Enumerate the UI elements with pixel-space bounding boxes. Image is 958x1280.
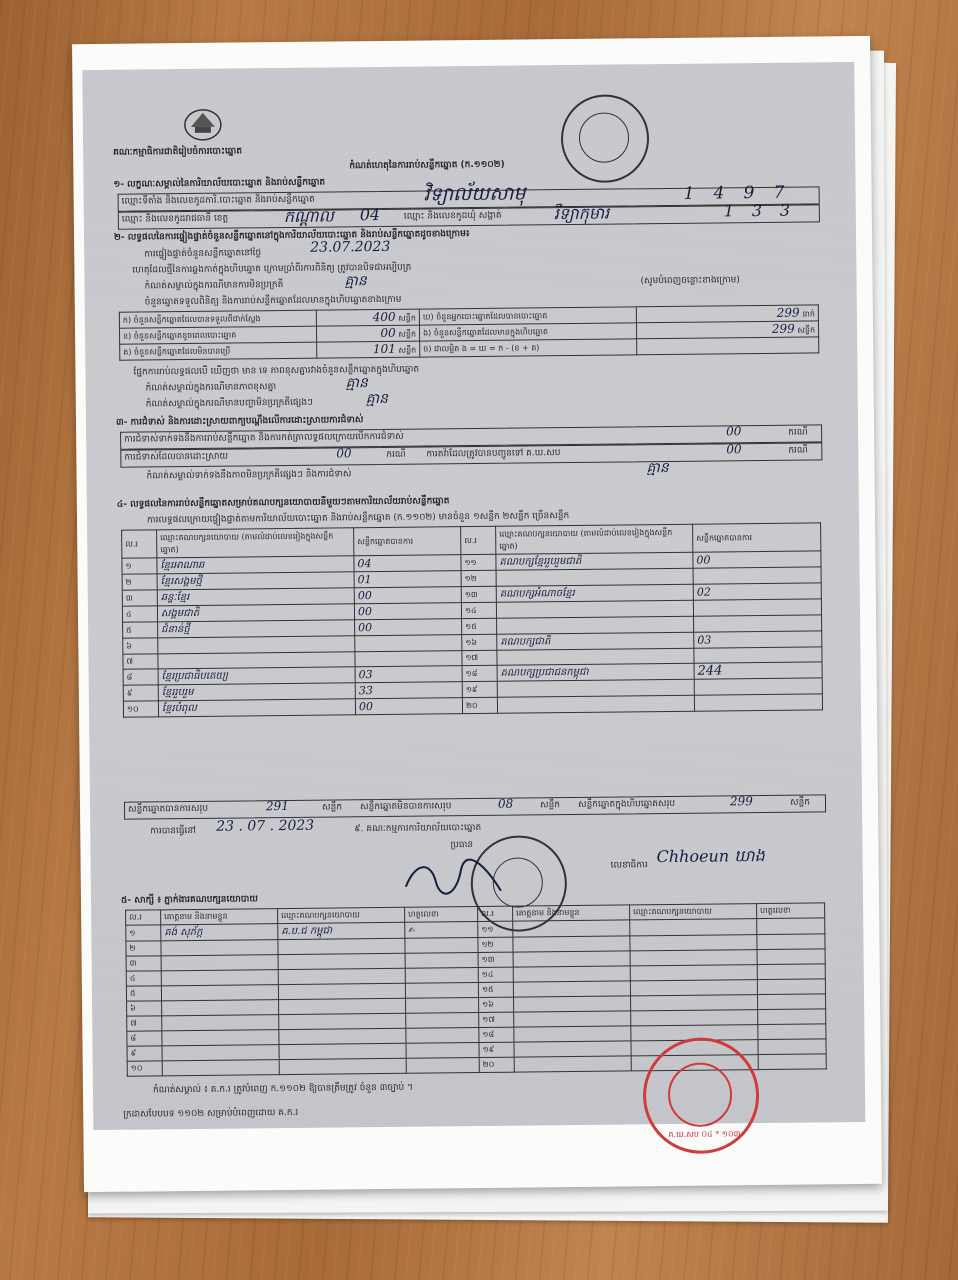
s5-empty xyxy=(514,1011,631,1027)
s5-no2: ១៤ xyxy=(478,967,513,982)
s5-no2: ១៣ xyxy=(478,952,513,967)
section-3-title: ៣- ការជំទាស់ និងការដោះស្រាយពាក្យបណ្ដឹងលើការដោះស្រាយការជំទាស់ xyxy=(115,415,364,428)
s5-empty xyxy=(514,996,631,1012)
s5-empty xyxy=(758,1024,826,1040)
s5-empty xyxy=(514,1056,631,1072)
s5-header: ឈ្មោះគណបក្សនយោបាយ xyxy=(278,907,405,923)
s4-void-unit: សន្លឹក xyxy=(539,800,561,811)
s2-row-runit: សន្លឹក xyxy=(797,325,816,335)
s5-sign xyxy=(405,968,478,984)
s5-party xyxy=(278,938,405,954)
s4-no2: ១៣ xyxy=(461,586,496,602)
s4-votes2 xyxy=(694,678,822,695)
s5-party xyxy=(279,1058,406,1074)
secretary-label: លេខាធិការ xyxy=(610,860,648,871)
s5-empty xyxy=(631,1010,758,1026)
s5-sign xyxy=(406,1043,479,1059)
s5-empty xyxy=(513,951,630,967)
code-digit: 9 xyxy=(743,183,755,204)
s5-header: ល.រ xyxy=(478,906,513,921)
s5-no2: ១២ xyxy=(478,937,513,952)
s4-votes xyxy=(354,587,461,604)
s4-no: ៣ xyxy=(122,590,157,606)
s4-votes2 xyxy=(693,551,821,568)
code-digit: 3 xyxy=(779,200,791,220)
s3-row2-mid: ការតវ៉ាដែលត្រូវបានបញ្ជូនទៅ គ.ឃ.សប xyxy=(426,448,561,460)
s5-name xyxy=(161,940,278,956)
s5-party xyxy=(278,968,405,984)
s5-sign xyxy=(405,983,478,999)
footer-form: ក្រដាសបែបបទ ១១០២ សម្រាប់បំពេញដោយ គ.ក.រ xyxy=(123,1107,299,1120)
s2-check-line: ផ្នែកការរាប់លទ្ធផលបើ ឃើញថា មាន ទេ ភាពខុសគ្នារវាងចំនួនសន្លឹកឆ្នោតក្នុងហិបឆ្នោត xyxy=(133,364,420,378)
s4-party2 xyxy=(497,695,694,713)
s5-name xyxy=(162,1045,279,1061)
s4-total-value: 291 xyxy=(265,798,289,814)
s5-header: ហត្ថលេខា xyxy=(757,903,825,919)
s5-no: ៣ xyxy=(126,956,161,971)
secretary-signature: Chhoeun ឃាង xyxy=(656,846,765,867)
s4-no2: ១៩ xyxy=(462,681,497,697)
s5-sign: ✍ xyxy=(405,922,478,939)
s5-no: ៧ xyxy=(127,1016,162,1031)
s4-votes2 xyxy=(694,694,822,711)
s5-empty xyxy=(758,1054,826,1070)
s5-no: ៦ xyxy=(127,1001,162,1016)
s1-row2-value: កណ្ដាល xyxy=(283,206,334,227)
s5-party xyxy=(279,1043,406,1059)
s5-no: ២ xyxy=(126,941,161,956)
s4-party2-text: គណបក្សខ្មែររួបរួមជាតិ xyxy=(499,555,582,568)
s4-party xyxy=(158,699,355,717)
s4-header: ល.រ xyxy=(122,530,157,558)
s2-row-value xyxy=(316,309,419,326)
s5-name xyxy=(161,970,278,986)
s5-no: ៩ xyxy=(127,1046,162,1061)
s2-row-value xyxy=(317,341,420,358)
s5-empty xyxy=(757,964,825,980)
s4-no2: ២០ xyxy=(462,697,497,713)
s4-header: សន្លឹកឆ្នោតបានការ xyxy=(354,527,461,556)
s4-party-text: ជំនាន់ថ្មី xyxy=(161,624,190,636)
s5-header: គោត្តនាម និងនាមខ្លួន xyxy=(161,909,278,925)
s4-votes-text: 04 xyxy=(357,557,372,571)
s4-header: ឈ្មោះគណបក្សនយោបាយ (តាមលំដាប់លេខរៀងក្នុងសន្លឹកឆ្នោត) xyxy=(157,528,354,558)
s3-note-value: គ្មាន xyxy=(646,459,669,477)
s4-votes2 xyxy=(693,599,821,616)
s5-empty xyxy=(757,918,825,935)
s4-votes2 xyxy=(693,583,821,600)
s5-header: ល.រ xyxy=(126,910,161,925)
s4-party-text: ខ្មែរសង្គមថ្មី xyxy=(160,575,202,588)
s4-no2: ១១ xyxy=(461,554,496,570)
s5-name xyxy=(162,1000,279,1016)
section-4-title: ៤- លទ្ធផលនៃការរាប់សន្លឹកឆ្នោតសម្រាប់គណបក្សនយោបាយនីមួយៗតាមការិយាល័យរាប់សន្លឹកឆ្នោត xyxy=(116,496,450,510)
s5-empty xyxy=(630,980,757,996)
s2-row-rlabel: ង) ចំនួនសន្លឹកឆ្នោតដែលមានក្នុងហិបឆ្នោត xyxy=(419,323,636,341)
s5-name xyxy=(162,1030,279,1046)
s5-header: ឈ្មោះគណបក្សនយោបាយ xyxy=(630,904,757,920)
s4-votes2 xyxy=(694,662,822,679)
s3-row2-value2: 00 xyxy=(726,442,742,457)
s2-row-label: ខ) ចំនួនសន្លឹកឆ្នោតខូចពេលបោះឆ្នោត xyxy=(119,326,316,344)
s2-date-label: ការផ្ទៀងផ្ទាត់ចំនួនសន្លឹកឆ្នោតនៅថ្ងៃ xyxy=(144,248,262,260)
s4-votes2-text: 244 xyxy=(697,663,723,679)
s4-votes xyxy=(355,666,462,683)
s3-row2-value: 00 xyxy=(336,446,352,461)
s4-votes xyxy=(355,698,462,715)
s2-inspect-label: កំណត់សម្គាល់ក្នុងករណីមានការមិនប្រក្រតី xyxy=(144,280,284,292)
s5-empty xyxy=(757,949,825,965)
s5-empty xyxy=(631,995,758,1011)
s4-no: ៤ xyxy=(122,606,157,622)
s5-header: ហត្ថលេខា xyxy=(405,907,478,923)
s4-party-text: ខ្មែររួបរួម xyxy=(161,686,194,699)
red-seal xyxy=(642,1037,759,1154)
s4-no2: ១៨ xyxy=(462,665,497,681)
s4-no: ៦ xyxy=(123,638,158,654)
s4-no: ២ xyxy=(122,574,157,590)
s2-sub-title: ចំនួនឆ្នោតទទួលពិនិត្យ និងការរាប់សន្លឹកឆ្នោតដែលមានក្នុងហិបឆ្នោតខាងក្រោម xyxy=(144,294,402,308)
s5-empty xyxy=(513,920,630,937)
s5-empty xyxy=(514,1026,631,1042)
s5-name xyxy=(162,1015,279,1031)
s5-name xyxy=(162,1060,279,1076)
code-digit: 1 xyxy=(683,183,695,204)
s5-no2: ១១ xyxy=(478,921,513,937)
s2-row-label: ក) ចំនួនសន្លឹកឆ្នោតដែលបានទទួលពីជាក់ស្ដែង xyxy=(119,310,316,328)
s2-row-label: គ) ចំនួនសន្លឹកឆ្នោតដែលមិនបានប្រើ xyxy=(120,342,317,360)
s5-name xyxy=(161,955,278,971)
s1-row2-code2 xyxy=(724,201,808,221)
s4-void-label: សន្លឹកឆ្នោតមិនបានការសរុប xyxy=(359,801,452,813)
s4-date-value: 23 . 07 . 2023 xyxy=(216,817,315,835)
s4-party-text: ឆន្ទៈខ្មែរ xyxy=(160,592,190,604)
form-title: កំណត់ហេតុនៃការរាប់សន្លឹកឆ្នោត (ក.១១០២) xyxy=(349,159,505,172)
s5-no2: ១៦ xyxy=(479,997,514,1012)
s2-row-rvalue-text: 299 xyxy=(771,321,795,336)
s4-party2-text: គណបក្សប្រជាជនកម្ពុជា xyxy=(500,666,589,679)
s5-no: ១០ xyxy=(127,1061,162,1076)
red-seal-inner xyxy=(668,1062,733,1127)
s2-inspect-note: (សូមបំពេញចន្លោះខាងក្រោម) xyxy=(640,275,740,287)
s2-date-value: 23.07.2023 xyxy=(310,238,391,256)
s4-votes2-text: 03 xyxy=(697,633,712,647)
s2-row-runit: នាក់ xyxy=(802,309,815,319)
s1-row2-mid: ឈ្មោះ និងលេខកូដឃុំ សង្កាត់ xyxy=(403,210,502,222)
president-label: ប្រធាន xyxy=(450,840,474,851)
s4-party2-text: គណបក្សអំណាចខ្មែរ xyxy=(499,587,575,600)
s4-party2-text: គណបក្សជាតិ xyxy=(500,636,551,648)
s1-row2-value2: រឺទ្យាកុមារ xyxy=(553,203,610,224)
s2-row-value-text: 400 xyxy=(372,309,396,325)
office-stamp xyxy=(561,94,650,183)
s2-row-rlabel: ឃ) ចំនួនអ្នកបោះឆ្នោតដែលបានបោះឆ្នោត xyxy=(419,307,636,325)
s4-no2: ១២ xyxy=(461,570,496,586)
s4-no: ១ xyxy=(122,558,157,574)
section-2-title: ២- លទ្ធផលនៃការផ្ទៀងផ្ទាត់ចំនួនសន្លឹកឆ្នោតនៅក្នុងការិយាល័យបោះឆ្នោត និងរាប់សន្លឹកឆ្នោតដូចខាងក្រោម៖ xyxy=(113,229,470,243)
photocopied-form xyxy=(82,62,865,1130)
s4-no2: ១៦ xyxy=(462,634,497,650)
s1-row2-label: ឈ្មោះ និងលេខកូដរាជធានី ខេត្ត xyxy=(121,213,229,225)
s3-row1-label: ការជំទាស់ទាក់ទងនឹងការរាប់សន្លឹកឆ្នោត និងការកត់ត្រាលទ្ធផលក្រោយបើកការជំទាស់ xyxy=(124,431,404,445)
s4-votes-text: 33 xyxy=(358,684,373,698)
s4-date-label: ការបានធ្វើនៅ xyxy=(150,825,197,837)
code-digit: 1 xyxy=(723,201,735,221)
s2-row-rlabel: ច) ជាលម្អិត ង = ឃ = ក - (ខ + គ) xyxy=(420,339,637,357)
s4-no2: ១៥ xyxy=(462,618,497,634)
s5-no2: ១៧ xyxy=(479,1012,514,1027)
s4-party-text: ខ្មែរបំពុល xyxy=(161,702,197,715)
s5-empty xyxy=(630,950,757,966)
s2-row-unit: សន្លឹក xyxy=(398,329,417,339)
red-seal-text: គ.ឃ.សប ០៤ * ១០៣ xyxy=(668,1129,741,1140)
s2-row-value xyxy=(316,325,419,342)
s5-empty xyxy=(758,1009,826,1025)
s4-no2: ១៧ xyxy=(462,650,497,665)
s5-sign xyxy=(406,998,479,1014)
s4-votes2 xyxy=(693,567,821,584)
s1-row1-label: ឈ្មោះទីតាំង និងលេខកូដការិ.បោះឆ្នោត និងរាប់សន្លឹកឆ្នោត xyxy=(121,194,315,207)
s4-votes-text: 00 xyxy=(358,621,373,635)
s5-empty xyxy=(513,981,630,997)
s2-note1-label: កំណត់សម្គាល់ក្នុងករណីមានភាពខុសគ្នា xyxy=(145,382,277,394)
s2-line-2: ហេតុដែលថ្មីនៃការឆ្លងកាត់ក្នុងហិបឆ្នោត ក្រោមប្រាំពីរការពិនិត្យ ត្រូវបានបិទជាអម្បិបត្រ xyxy=(132,262,412,276)
s4-votes-text: 00 xyxy=(357,605,373,619)
s4-votes-text: 03 xyxy=(358,668,373,682)
s4-results-table xyxy=(121,522,823,717)
s5-sign xyxy=(405,938,478,954)
president-signature xyxy=(401,856,512,907)
s4-votes xyxy=(355,651,462,667)
s2-count-table xyxy=(119,304,819,360)
s4-header: សន្លឹកឆ្នោតបានការ xyxy=(693,523,821,552)
s4-votes2 xyxy=(694,615,822,632)
s4-box-value: 299 xyxy=(729,794,753,809)
s5-empty xyxy=(630,919,757,936)
s5-party xyxy=(279,1013,406,1029)
s1-row1-value: វិទ្យាល័យសាមុ xyxy=(423,182,526,206)
s1-row2-code: 04 xyxy=(359,204,381,225)
s4-chair: ៩. គណៈកម្មការការិយាល័យបោះឆ្នោត xyxy=(354,822,482,835)
s5-name xyxy=(161,985,278,1001)
s3-row1-value: 00 xyxy=(726,424,742,439)
s5-name-text: គង់ សុភ័ក្ត xyxy=(164,926,203,939)
s5-empty xyxy=(758,994,826,1010)
footer-note: កំណត់សម្គាល់ ៖ គ.ក.រ ត្រូវបំពេញ ក.១១០២ ឱ្យបានត្រឹមត្រូវ ចំនួន ៣ច្បាប់ ។ xyxy=(152,1082,414,1096)
s5-sign xyxy=(406,1028,479,1044)
s5-no: ១ xyxy=(126,925,161,941)
s5-party xyxy=(279,998,406,1014)
s5-empty xyxy=(757,979,825,995)
s4-total-label: សន្លឹកឆ្នោតបានការសរុប xyxy=(127,803,209,815)
s4-no2: ១៤ xyxy=(461,602,496,618)
emblem-icon xyxy=(181,105,225,143)
s5-no2: ២០ xyxy=(479,1057,514,1072)
s2-row-rvalue xyxy=(636,305,818,323)
s2-row-value-text: 101 xyxy=(372,341,396,357)
s4-votes xyxy=(354,571,461,588)
s2-row-unit: សន្លឹក xyxy=(398,313,416,323)
s4-total-unit: សន្លឹក xyxy=(321,802,343,813)
s5-no: ៤ xyxy=(126,971,161,986)
s4-no: ៥ xyxy=(123,622,158,638)
s4-no: ៧ xyxy=(123,654,158,669)
s5-no: ៨ xyxy=(127,1031,162,1046)
s2-note1-value: គ្មាន xyxy=(345,375,368,392)
code-digit: 7 xyxy=(773,182,785,203)
s5-empty xyxy=(758,1039,826,1055)
s4-votes xyxy=(355,682,462,699)
s3-note-label: កំណត់សម្គាល់ទាក់ទងនឹងភាពមិនប្រក្រតីផ្សេងៗ និងការជំទាស់ xyxy=(146,469,352,482)
s2-note2-value: គ្មាន xyxy=(365,390,389,408)
s4-votes2-text: 00 xyxy=(696,553,711,567)
s4-votes2-text: 02 xyxy=(696,585,711,599)
s4-no: ៨ xyxy=(123,669,158,685)
s5-sign xyxy=(406,1058,479,1074)
s4-votes xyxy=(354,603,461,620)
s4-votes2 xyxy=(694,647,822,663)
code-digit: 3 xyxy=(751,200,763,221)
section-1-title: ១- លក្ខណៈសម្គាល់នៃការិយាល័យបោះឆ្នោត និងរាប់សន្លឹកឆ្នោត xyxy=(113,177,326,190)
s4-box-label: សន្លឹកឆ្នោតក្នុងហិបឆ្នោតសរុប xyxy=(577,798,676,810)
s5-party-text: គ.ប.ជ កម្ពុជា xyxy=(281,925,333,938)
s4-votes-text: 00 xyxy=(357,589,372,603)
s5-party xyxy=(278,983,405,999)
s5-header: គោត្តនាម និងនាមខ្លួន xyxy=(513,905,630,921)
s2-inspect-value: គ្មាន xyxy=(344,273,367,290)
s4-header: ល.រ xyxy=(461,526,496,554)
s3-row1-unit: ករណី xyxy=(788,427,808,438)
code-digit: 4 xyxy=(713,183,725,204)
s5-empty xyxy=(513,936,630,952)
s4-votes xyxy=(355,619,462,636)
s4-votes xyxy=(354,555,461,572)
s4-votes xyxy=(355,635,462,652)
s5-name xyxy=(161,924,278,941)
s5-sign xyxy=(406,1013,479,1029)
s4-box-unit: សន្លឹក xyxy=(789,797,811,808)
s5-party xyxy=(278,953,405,969)
s4-party-text: ខ្មែរប្រជាធិបតេយ្យ xyxy=(161,670,228,683)
s2-row-value-text: 00 xyxy=(380,325,396,340)
s2-row-rvalue-text: 299 xyxy=(776,305,800,320)
s4-totals-row xyxy=(124,794,826,819)
s4-party-text: ខ្មែរអាណាឆ xyxy=(160,559,205,572)
s5-no: ៥ xyxy=(126,986,161,1001)
s3-row2-unit: ករណី xyxy=(386,449,406,460)
s5-no2: ១៨ xyxy=(479,1027,514,1042)
s5-no2: ១៩ xyxy=(479,1042,514,1057)
s4-votes-text: 01 xyxy=(357,573,372,587)
s5-sign xyxy=(405,953,478,969)
s4-no: ១០ xyxy=(123,701,158,717)
s5-no2: ១៥ xyxy=(478,982,513,997)
document-sheet xyxy=(72,36,882,1192)
s3-row2-unit2: ករណី xyxy=(788,445,808,456)
s5-empty xyxy=(630,935,757,951)
section-5-title: ៥- សាក្សី ៖ ភ្នាក់ងារគណបក្សនយោបាយ xyxy=(120,894,258,906)
s4-votes2 xyxy=(694,631,822,648)
s2-row-rvalue xyxy=(636,321,818,339)
s5-empty xyxy=(513,966,630,982)
s4-votes-text: 00 xyxy=(358,700,374,714)
s5-party xyxy=(278,922,405,939)
s2-row-rvalue xyxy=(637,337,819,355)
header-left: គណៈកម្មាធិការជាតិរៀបចំការបោះឆ្នោត xyxy=(113,146,243,158)
s3-row2-label: ការជំទាស់ដែលបានដោះស្រាយ xyxy=(124,451,229,463)
s4-party-text: សង្គមជាតិ xyxy=(160,607,200,620)
s2-note2-label: កំណត់សម្គាល់ក្នុងករណីមានបញ្ហាមិនប្រក្រតីផ្សេងៗ xyxy=(145,397,314,410)
s4-no: ៩ xyxy=(123,685,158,701)
s4-sub: ការលទ្ធផលក្រោយផ្ទៀងផ្ទាត់តាមការិយាល័យបោះឆ្នោត និងរាប់សន្លឹកឆ្នោត (ក.១១០២) មានចំនួន ១សន្លឹក ២សន្លឹក ច្រើនសន្លឹក xyxy=(146,511,570,526)
s4-void-value: 08 xyxy=(497,796,514,811)
s5-empty xyxy=(630,965,757,981)
office-stamp-inner xyxy=(579,112,630,163)
s4-header: ឈ្មោះគណបក្សនយោបាយ (តាមលំដាប់លេខរៀងក្នុងសន្លឹកឆ្នោត) xyxy=(496,524,693,554)
s5-party xyxy=(279,1028,406,1044)
s2-row-unit: សន្លឹក xyxy=(398,345,417,355)
s5-empty xyxy=(514,1041,631,1057)
s5-empty xyxy=(757,934,825,950)
